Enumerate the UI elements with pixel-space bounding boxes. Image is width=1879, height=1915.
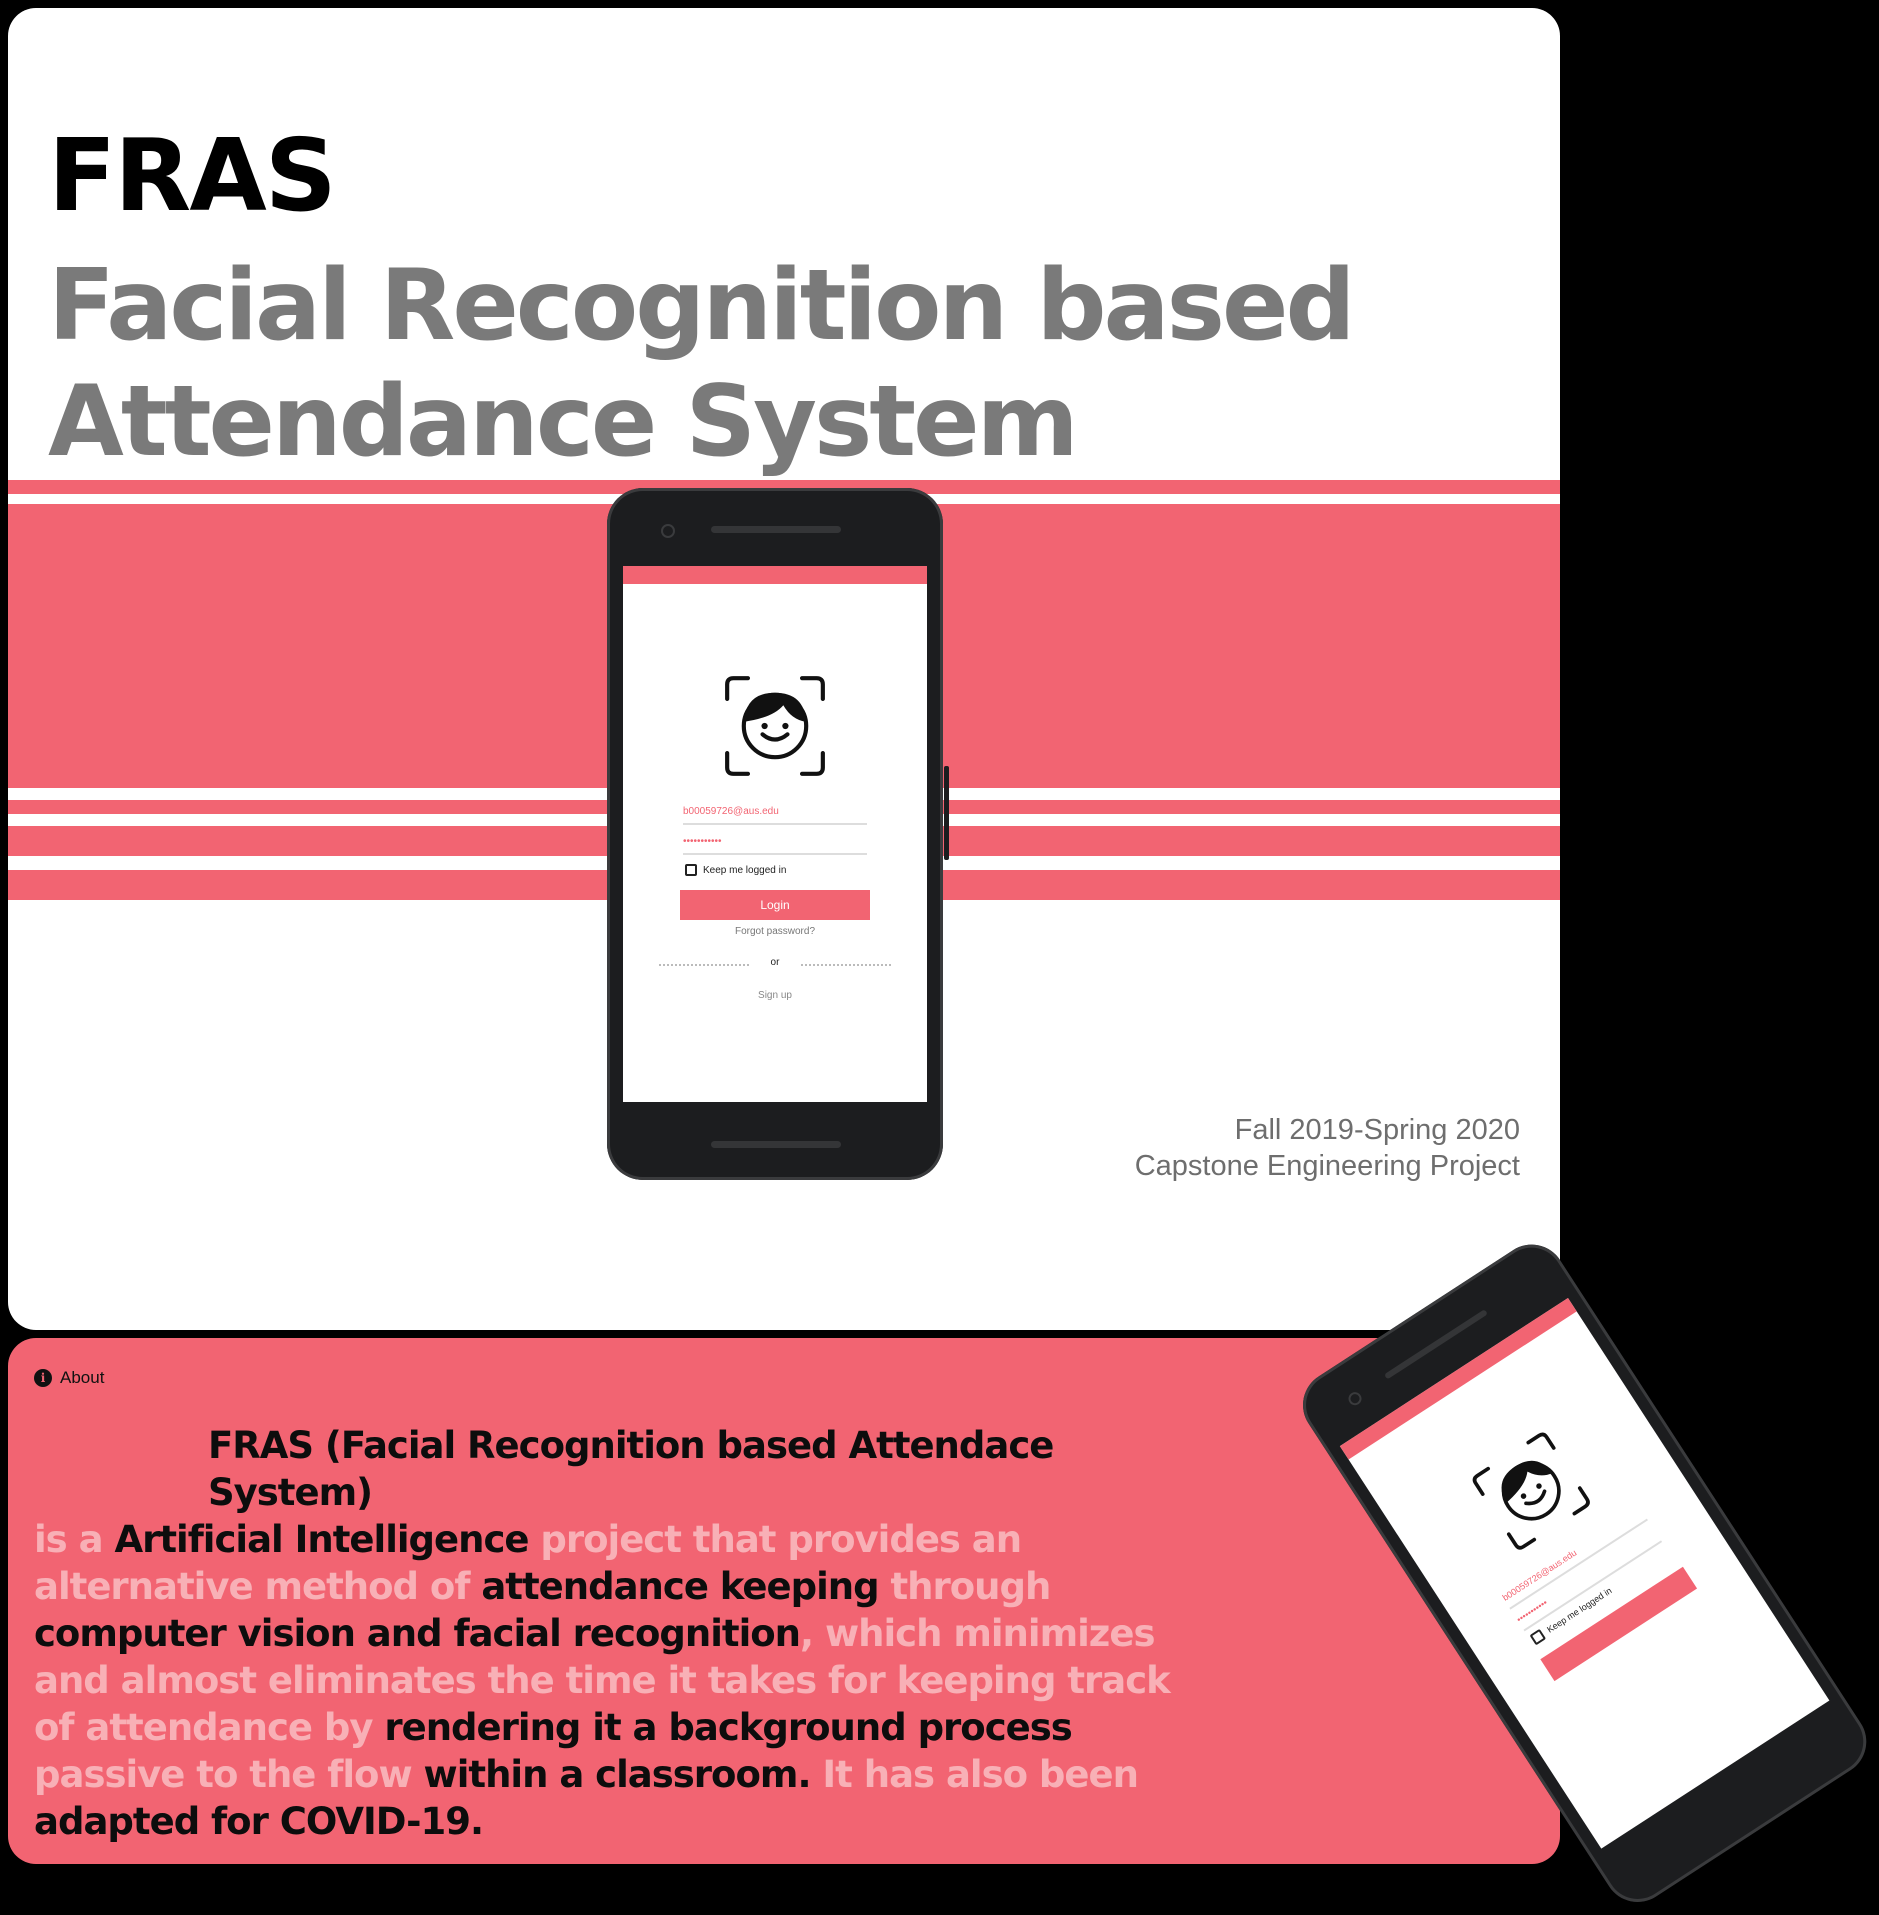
about-highlight-4: rendering it a background process — [384, 1706, 1072, 1749]
or-separator: or — [770, 957, 780, 968]
about-header — [34, 1368, 104, 1388]
about-highlight-3: computer vision and facial recognition — [34, 1612, 801, 1655]
face-scan-icon — [723, 674, 827, 778]
app-subtitle — [48, 248, 1353, 480]
about-lead: FRAS (Facial Recognition based Attendace System) — [208, 1424, 1054, 1514]
email-field[interactable]: b00059726@aus.edu — [1501, 1505, 1648, 1609]
project-type: Capstone Engineering Project — [1134, 1150, 1520, 1182]
keep-logged-in-row[interactable] — [685, 864, 786, 876]
email-field[interactable]: b00059726@aus.edu — [683, 806, 867, 825]
login-button[interactable]: Login — [680, 890, 870, 920]
divider-right — [801, 964, 891, 966]
app-title: FRAS — [48, 117, 335, 234]
about-description — [34, 1422, 1184, 1845]
about-highlight-1: Artificial Intelligence — [114, 1518, 529, 1561]
camera-icon — [661, 524, 675, 538]
about-label: About — [60, 1368, 105, 1387]
phone-screen — [623, 566, 927, 1102]
keep-logged-in-label: Keep me logged in — [1545, 1585, 1614, 1635]
status-bar — [623, 566, 927, 584]
app-subtitle-line2: Attendance System — [48, 365, 1076, 479]
keep-logged-in-checkbox[interactable] — [1530, 1629, 1547, 1646]
date-range: Fall 2019-Spring 2020 — [1234, 1114, 1520, 1146]
phone-side-button — [944, 766, 949, 860]
about-highlight-5: within a classroom. — [423, 1753, 811, 1796]
about-highlight-2: attendance keeping — [481, 1565, 879, 1608]
keep-logged-in-checkbox[interactable] — [685, 864, 697, 876]
info-icon: i — [34, 1369, 52, 1387]
password-field[interactable]: ••••••••••• — [683, 836, 867, 855]
about-text-6: It has also been — [810, 1753, 1138, 1796]
phone-mockup — [607, 488, 943, 1180]
about-text-3: through — [878, 1565, 1051, 1608]
phone-speaker — [711, 526, 841, 533]
app-subtitle-line1: Facial Recognition based — [48, 249, 1353, 363]
about-text-2: project that provides an alternative method of — [34, 1518, 1022, 1608]
password-field[interactable]: ••••••••••• — [1515, 1527, 1662, 1631]
project-info — [1135, 1112, 1520, 1184]
signup-link[interactable]: Sign up — [758, 990, 792, 1001]
camera-icon — [1346, 1390, 1364, 1408]
phone-bottom-bar — [711, 1141, 841, 1148]
keep-logged-in-label: Keep me logged in — [703, 864, 787, 876]
about-text-4: , which minimizes and almost eliminates the time it takes for keeping track of attendance by — [34, 1612, 1170, 1749]
forgot-password-link[interactable]: Forgot password? — [734, 926, 816, 937]
face-scan-icon — [1468, 1427, 1595, 1554]
about-highlight-6: adapted for COVID-19. — [34, 1800, 484, 1843]
about-text-5: passive to the flow — [34, 1753, 424, 1796]
about-text-1: is a — [34, 1518, 115, 1561]
